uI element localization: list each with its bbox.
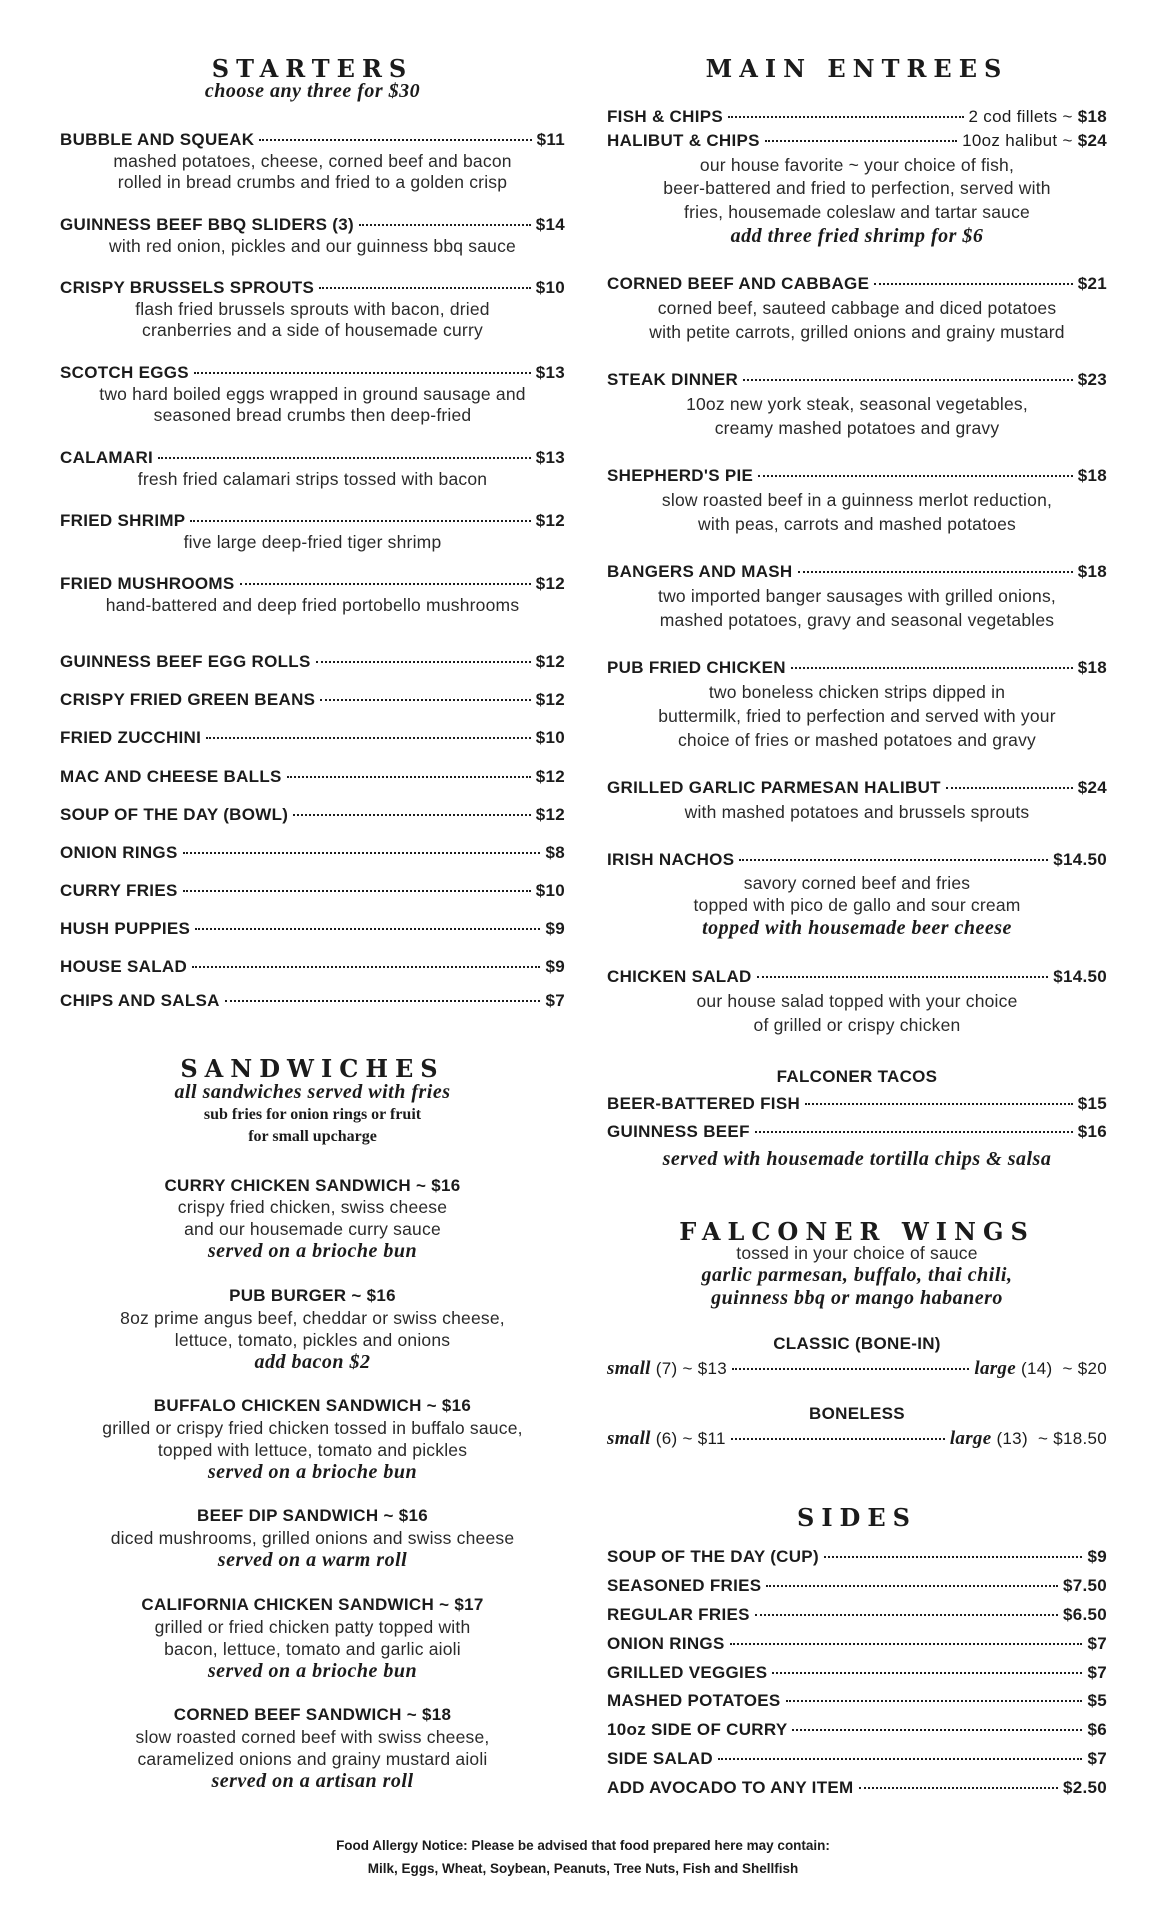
item-price: $24	[1077, 778, 1107, 797]
menu-item-row	[607, 850, 1107, 870]
item-price: $14.50	[1053, 850, 1107, 869]
dot-leader	[206, 737, 531, 739]
item-price: $18	[1077, 107, 1107, 126]
dot-leader	[805, 1103, 1073, 1105]
item-name: ONION RINGS	[60, 843, 178, 862]
sandwich-name: CURRY CHICKEN SANDWICH ~ $16	[164, 1176, 461, 1195]
dot-leader	[240, 583, 531, 585]
menu-item-row	[607, 1720, 1107, 1740]
sandwich-script: served on a artisan roll	[211, 1770, 414, 1792]
allergy-notice: Food Allergy Notice: Please be advised that food prepared here may contain:	[336, 1838, 830, 1853]
item-name: CRISPY FRIED GREEN BEANS	[60, 690, 316, 709]
item-price: $18	[1077, 466, 1107, 485]
item-price: $10	[535, 728, 565, 747]
item-description: fresh fried calamari strips tossed with bacon	[137, 469, 488, 489]
item-description: mashed potatoes, cheese, corned beef and bacon	[113, 151, 512, 171]
dot-leader	[194, 372, 531, 374]
dot-leader	[786, 1700, 1083, 1702]
item-price: $7	[545, 991, 565, 1010]
item-name: GRILLED VEGGIES	[607, 1663, 768, 1682]
dot-leader	[765, 140, 957, 142]
wings-boneless-row	[607, 1428, 1107, 1450]
item-price: $11	[536, 130, 565, 149]
item-description: fries, housemade coleslaw and tartar sauce	[684, 202, 1030, 222]
dot-leader	[792, 1729, 1082, 1731]
item-name: GUINNESS BEEF	[607, 1122, 750, 1141]
item-description: two imported banger sausages with grilled onions,	[658, 586, 1056, 606]
dot-leader	[316, 661, 531, 663]
sandwiches-subtitle: all sandwiches served with fries	[174, 1081, 451, 1103]
dot-leader	[766, 1585, 1058, 1587]
item-description: with peas, carrots and mashed potatoes	[698, 514, 1016, 534]
menu-item-row	[607, 1663, 1107, 1683]
item-description: our house favorite ~ your choice of fish,	[699, 155, 1015, 175]
item-name: FRIED MUSHROOMS	[60, 574, 235, 593]
dot-leader	[225, 1000, 541, 1002]
dot-leader	[874, 283, 1073, 285]
item-name: GRILLED GARLIC PARMESAN HALIBUT	[607, 778, 941, 797]
item-description: slow roasted corned beef with swiss cheese,	[135, 1727, 490, 1747]
item-name: HOUSE SALAD	[60, 957, 188, 976]
item-name: MAC AND CHEESE BALLS	[60, 767, 282, 786]
item-price: ~ $20	[1062, 1359, 1107, 1378]
item-description: buttermilk, fried to perfection and served with your	[658, 706, 1056, 726]
item-price: $6	[1087, 1720, 1107, 1739]
item-description: savory corned beef and fries	[743, 873, 971, 893]
wings-classic-heading: CLASSIC (BONE-IN)	[773, 1334, 941, 1353]
item-description: rolled in bread crumbs and fried to a golden crisp	[117, 172, 508, 192]
item-price: $12	[535, 767, 565, 786]
menu-item-row	[607, 1576, 1107, 1596]
sandwiches-note: for small upcharge	[248, 1128, 377, 1145]
menu-item-row	[60, 728, 565, 748]
menu-item-row	[60, 919, 565, 939]
item-price: $12	[535, 574, 565, 593]
item-description: and our housemade curry sauce	[184, 1219, 441, 1239]
size-label: large	[949, 1428, 992, 1449]
item-description: with mashed potatoes and brussels sprouts	[684, 802, 1030, 822]
menu-item-row	[60, 690, 565, 710]
dot-leader	[359, 224, 531, 226]
menu-item-row	[60, 130, 565, 150]
item-name: 10oz SIDE OF CURRY	[607, 1720, 788, 1739]
item-description: hand-battered and deep fried portobello mushrooms	[105, 595, 520, 615]
item-name: IRISH NACHOS	[607, 850, 735, 869]
item-name: ADD AVOCADO TO ANY ITEM	[607, 1778, 854, 1797]
item-description: corned beef, sauteed cabbage and diced potatoes	[657, 298, 1057, 318]
item-price: $18	[1077, 562, 1107, 581]
dot-leader	[946, 787, 1073, 789]
item-name: FRIED SHRIMP	[60, 511, 186, 530]
menu-item-row	[60, 574, 565, 594]
item-description: with petite carrots, grilled onions and grainy mustard	[649, 322, 1065, 342]
item-price: $16	[1077, 1122, 1107, 1141]
item-description: diced mushrooms, grilled onions and swiss cheese	[110, 1528, 515, 1548]
item-price: $2.50	[1062, 1778, 1107, 1797]
item-price: $21	[1077, 274, 1107, 293]
dot-leader	[732, 1368, 969, 1370]
dot-leader	[798, 571, 1073, 573]
size-count: (13)	[996, 1429, 1028, 1448]
dot-leader	[758, 475, 1073, 477]
menu-item-row	[60, 881, 565, 901]
dot-leader	[183, 852, 541, 854]
dot-leader	[192, 966, 540, 968]
sandwich-script: served on a brioche bun	[207, 1461, 418, 1483]
item-price: $7	[1087, 1663, 1107, 1682]
starters-subtitle: choose any three for $30	[204, 80, 421, 102]
sandwich-name: BUFFALO CHICKEN SANDWICH ~ $16	[153, 1396, 472, 1415]
item-detail: 2 cod fillets ~	[968, 107, 1073, 126]
dot-leader	[293, 814, 530, 816]
dot-leader	[859, 1787, 1058, 1789]
wings-classic-row	[607, 1358, 1107, 1380]
item-price: $15	[1077, 1094, 1107, 1113]
item-description: two boneless chicken strips dipped in	[708, 682, 1006, 702]
size-count: (14)	[1021, 1359, 1053, 1378]
item-name: GUINNESS BEEF BBQ SLIDERS (3)	[60, 215, 354, 234]
sandwich-script: served on a brioche bun	[207, 1660, 418, 1682]
dot-leader	[755, 1131, 1073, 1133]
item-description: with red onion, pickles and our guinness bbq sauce	[109, 236, 516, 256]
menu-item-row	[607, 967, 1107, 987]
item-name: STEAK DINNER	[607, 370, 739, 389]
menu-item-row	[60, 767, 565, 787]
item-name: CALAMARI	[60, 448, 154, 467]
item-name: SCOTCH EGGS	[60, 363, 189, 382]
item-name: SOUP OF THE DAY (CUP)	[607, 1547, 819, 1566]
item-name: SHEPHERD'S PIE	[607, 466, 754, 485]
menu-item-row	[607, 1778, 1107, 1798]
item-price: $13	[535, 448, 565, 467]
dot-leader	[755, 1614, 1058, 1616]
menu-item-row	[607, 274, 1107, 294]
wings-sauces: garlic parmesan, buffalo, thai chili,	[701, 1264, 1013, 1286]
sandwiches-title: SANDWICHES	[180, 1054, 445, 1083]
item-price: ~ $18.50	[1037, 1429, 1107, 1448]
sandwich-script: served on a warm roll	[217, 1549, 408, 1571]
dot-leader	[287, 776, 531, 778]
item-name: CHIPS AND SALSA	[60, 991, 220, 1010]
item-description: bacon, lettuce, tomato and garlic aioli	[164, 1639, 461, 1659]
menu-item-row	[607, 466, 1107, 486]
item-price: $18	[1077, 658, 1107, 677]
dot-leader	[319, 287, 531, 289]
menu-item-row	[607, 778, 1107, 798]
item-description: grilled or crispy fried chicken tossed in buffalo sauce,	[102, 1418, 523, 1438]
item-price: $7.50	[1062, 1576, 1107, 1595]
item-name: FISH & CHIPS	[607, 107, 724, 126]
item-price: $9	[545, 919, 565, 938]
sandwich-script: add bacon $2	[254, 1351, 371, 1373]
dot-leader	[791, 667, 1073, 669]
wings-title: FALCONER WINGS	[679, 1217, 1035, 1246]
item-name: REGULAR FRIES	[607, 1605, 750, 1624]
menu-item-row	[607, 1547, 1107, 1567]
item-price: $6.50	[1062, 1605, 1107, 1624]
item-description: of grilled or crispy chicken	[753, 1015, 961, 1035]
item-name: BANGERS AND MASH	[607, 562, 793, 581]
item-name: SEASONED FRIES	[607, 1576, 762, 1595]
size-label: large	[974, 1358, 1016, 1379]
item-name: MASHED POTATOES	[607, 1691, 781, 1710]
item-description: grilled or fried chicken patty topped with	[154, 1617, 471, 1637]
dot-leader	[757, 976, 1049, 978]
item-description: mashed potatoes, gravy and seasonal vegetables	[659, 610, 1055, 630]
item-description: our house salad topped with your choice	[696, 991, 1018, 1011]
item-description: five large deep-fried tiger shrimp	[183, 532, 442, 552]
size-count: (6) ~ $11	[655, 1429, 726, 1448]
dot-leader	[259, 139, 531, 141]
item-description: creamy mashed potatoes and gravy	[714, 418, 1000, 438]
menu-item-row	[607, 1605, 1107, 1625]
tacos-heading: FALCONER TACOS	[776, 1067, 938, 1086]
sandwich-name: BEEF DIP SANDWICH ~ $16	[197, 1506, 428, 1525]
dot-leader	[739, 859, 1048, 861]
dot-leader	[190, 520, 530, 522]
item-detail: 10oz halibut ~	[962, 131, 1073, 150]
wings-sauces: guinness bbq or mango habanero	[711, 1287, 1003, 1309]
allergy-notice-list: Milk, Eggs, Wheat, Soybean, Peanuts, Tree Nuts, Fish and Shellfish	[367, 1861, 799, 1876]
item-description: cranberries and a side of housemade curry	[142, 320, 483, 340]
menu-item-row	[607, 1749, 1107, 1769]
entree-script: topped with housemade beer cheese	[702, 917, 1012, 939]
item-name: SIDE SALAD	[607, 1749, 713, 1768]
sides-title: SIDES	[797, 1503, 917, 1532]
item-name: ONION RINGS	[607, 1634, 725, 1653]
size-label: small	[607, 1358, 651, 1379]
item-price: $5	[1087, 1691, 1107, 1710]
item-price: $7	[1087, 1749, 1107, 1768]
item-price: $12	[535, 805, 565, 824]
dot-leader	[824, 1556, 1083, 1558]
item-price: $24	[1077, 131, 1107, 150]
item-price: $9	[545, 957, 565, 976]
entree-script: add three fried shrimp for $6	[730, 225, 984, 247]
dot-leader	[731, 1438, 945, 1440]
menu-item-row	[607, 1094, 1107, 1114]
wings-boneless-heading: BONELESS	[809, 1404, 905, 1423]
item-name: BEER-BATTERED FISH	[607, 1094, 801, 1113]
item-price: $14	[535, 215, 565, 234]
size-label: small	[607, 1428, 651, 1449]
item-name: SOUP OF THE DAY (BOWL)	[60, 805, 289, 824]
item-description: flash fried brussels sprouts with bacon, dried	[135, 299, 490, 319]
item-price: $7	[1087, 1634, 1107, 1653]
item-description: two hard boiled eggs wrapped in ground sausage and	[99, 384, 526, 404]
item-name: PUB FRIED CHICKEN	[607, 658, 786, 677]
item-name: FRIED ZUCCHINI	[60, 728, 202, 747]
dot-leader	[772, 1672, 1082, 1674]
item-price: $12	[535, 511, 565, 530]
item-price: $14.50	[1053, 967, 1107, 986]
item-price: $23	[1077, 370, 1107, 389]
dot-leader	[158, 457, 531, 459]
sandwiches-note: sub fries for onion rings or fruit	[203, 1106, 422, 1123]
entrees-title: MAIN ENTREES	[705, 54, 1009, 83]
menu-item-row	[60, 957, 565, 977]
item-price: $13	[535, 363, 565, 382]
sandwich-name: PUB BURGER ~ $16	[229, 1286, 396, 1305]
menu-item-row	[60, 278, 565, 298]
item-description: choice of fries or mashed potatoes and gravy	[677, 730, 1037, 750]
item-description: topped with lettuce, tomato and pickles	[157, 1440, 468, 1460]
item-price: $12	[535, 690, 565, 709]
item-description: topped with pico de gallo and sour cream	[693, 895, 1021, 915]
item-description: crispy fried chicken, swiss cheese	[177, 1197, 448, 1217]
menu-item-row	[60, 215, 565, 235]
menu-item-row	[607, 1634, 1107, 1654]
item-name: HUSH PUPPIES	[60, 919, 191, 938]
size-count: (7) ~ $13	[655, 1359, 727, 1378]
menu-item-row	[607, 562, 1107, 582]
dot-leader	[730, 1643, 1083, 1645]
item-description: beer-battered and fried to perfection, served with	[663, 178, 1051, 198]
item-name: BUBBLE AND SQUEAK	[60, 130, 255, 149]
menu-item-row	[60, 652, 565, 672]
sandwich-name: CORNED BEEF SANDWICH ~ $18	[173, 1705, 452, 1724]
dot-leader	[728, 116, 963, 118]
starters-title: STARTERS	[211, 54, 414, 83]
menu-item-row	[60, 448, 565, 468]
wings-description: tossed in your choice of sauce	[736, 1243, 978, 1263]
menu-item-row	[60, 991, 565, 1011]
item-name: CURRY FRIES	[60, 881, 178, 900]
item-price: $8	[545, 843, 565, 862]
item-name: CRISPY BRUSSELS SPROUTS	[60, 278, 315, 297]
menu-item-row	[60, 511, 565, 531]
dot-leader	[320, 699, 530, 701]
item-name: GUINNESS BEEF EGG ROLLS	[60, 652, 311, 671]
item-description: lettuce, tomato, pickles and onions	[174, 1330, 451, 1350]
item-description: slow roasted beef in a guinness merlot reduction,	[661, 490, 1053, 510]
item-price: $9	[1087, 1547, 1107, 1566]
tacos-script: served with housemade tortilla chips & salsa	[662, 1148, 1052, 1170]
sandwich-script: served on a brioche bun	[207, 1240, 418, 1262]
menu-item-row	[607, 1691, 1107, 1711]
menu-item-row	[607, 1122, 1107, 1142]
sandwich-name: CALIFORNIA CHICKEN SANDWICH ~ $17	[141, 1595, 484, 1614]
dot-leader	[183, 890, 531, 892]
menu-item-row	[60, 363, 565, 383]
item-name: CHICKEN SALAD	[607, 967, 752, 986]
item-description: caramelized onions and grainy mustard aioli	[137, 1749, 488, 1769]
menu-item-row	[607, 658, 1107, 678]
menu-item-row	[60, 805, 565, 825]
item-price: $10	[535, 278, 565, 297]
menu-item-row	[607, 107, 1107, 127]
menu-item-row	[607, 131, 1107, 151]
dot-leader	[718, 1758, 1083, 1760]
item-name: CORNED BEEF AND CABBAGE	[607, 274, 870, 293]
dot-leader	[195, 928, 540, 930]
item-name: HALIBUT & CHIPS	[607, 131, 760, 150]
item-price: $10	[535, 881, 565, 900]
menu-item-row	[607, 370, 1107, 390]
item-price: $12	[535, 652, 565, 671]
dot-leader	[743, 379, 1073, 381]
item-description: 8oz prime angus beef, cheddar or swiss cheese,	[120, 1308, 505, 1328]
item-description: 10oz new york steak, seasonal vegetables,	[686, 394, 1028, 414]
menu-item-row	[60, 843, 565, 863]
item-description: seasoned bread crumbs then deep-fried	[153, 405, 472, 425]
